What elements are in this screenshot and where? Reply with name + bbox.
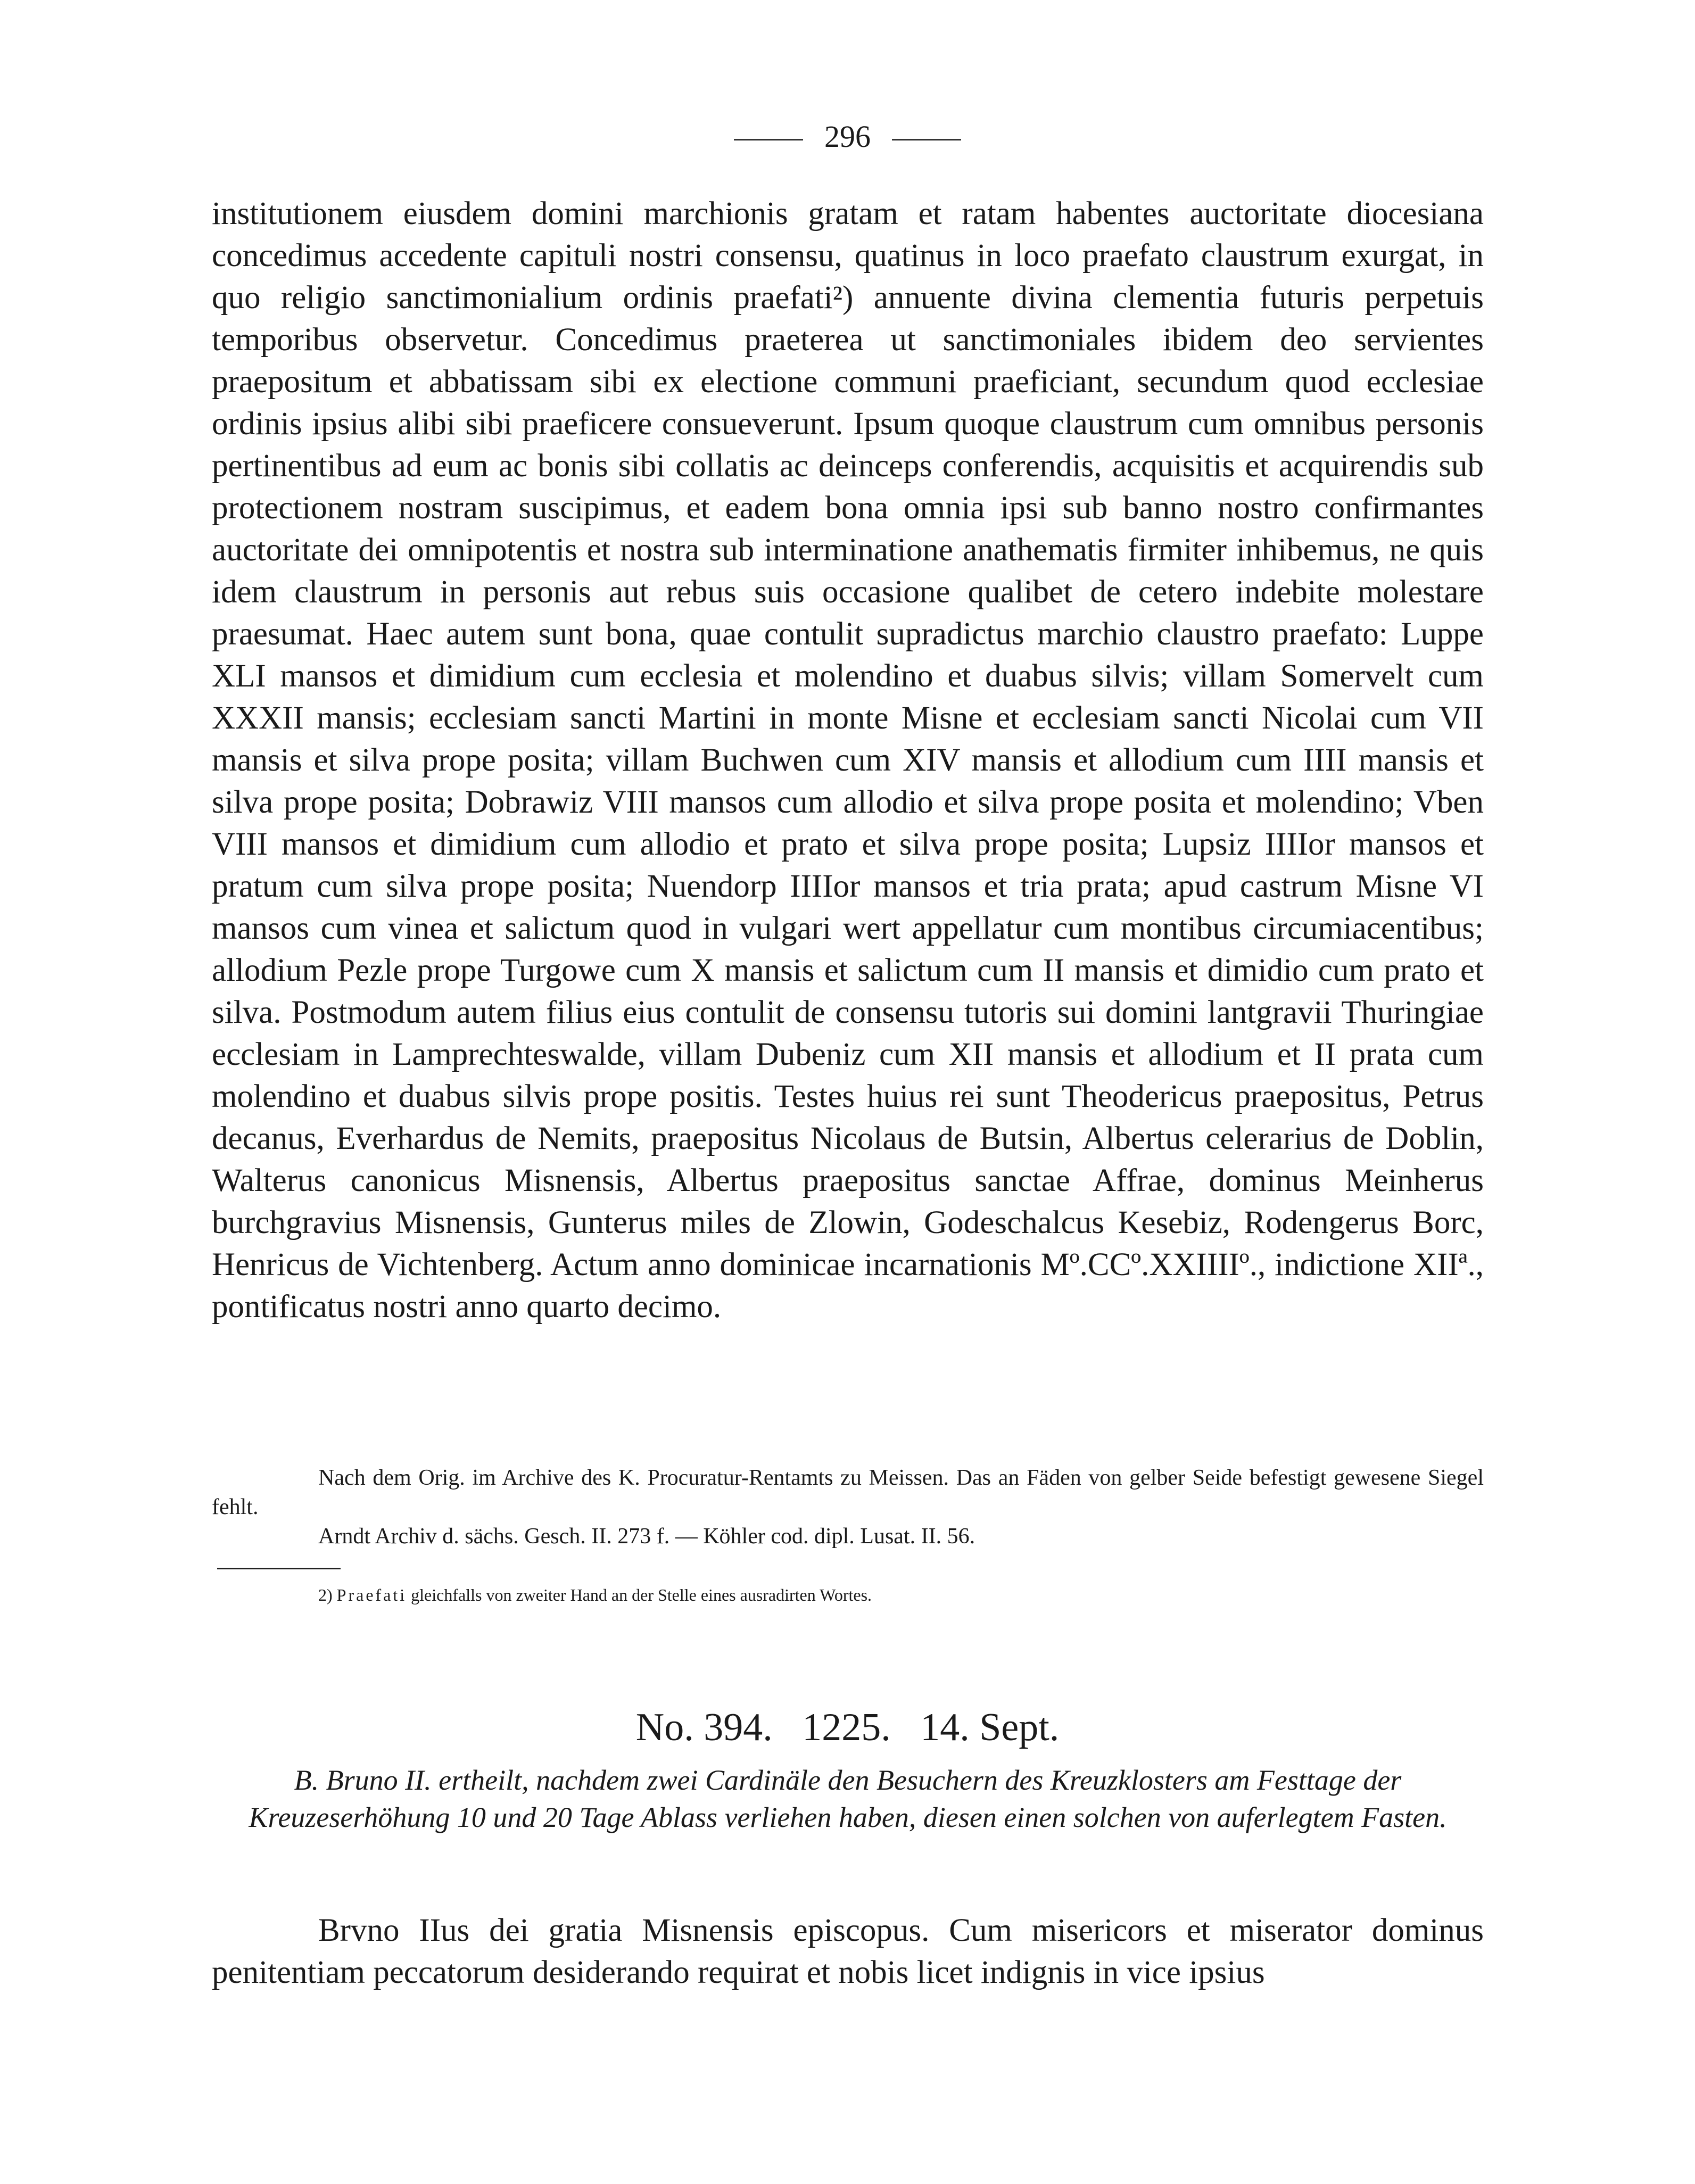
page-number-right-dash [892,139,961,140]
charter-paragraph: institutionem eiusdem domini marchionis gratam et ratam habentes auctoritate diocesiana concedimus accedente capituli nostri consensu, quatinus in loco praefato claustrum exurgat, in quo religio sanctimonialium ordinis praefati²) annuente divina clementia futuris perpetuis temporibus observetur. Concedimus praeterea ut sanctimoniales ibidem deo servientes praepositum et abbatissam sibi ex electione communi praeficiant, secundum quod ecclesiae ordinis ipsius alibi sibi praeficere consueverunt. Ipsum quoque claustrum cum omnibus personis pertinentibus ad eum ac bonis sibi collatis ac deinceps conferendis, acquisitis et acquirendis sub protectionem nostram suscipimus, et eadem bona omnia ipsi sub banno nostro confirmantes auctoritate dei omnipotentis et nostra sub interminatione anathematis firmiter inhibemus, ne quis idem claustrum in personis aut rebus suis occasione qualibet de cetero indebite molestare praesumat. Haec autem sunt bona, quae contulit supradictus marchio claustro praefato: Luppe XLI mansos et dimidium cum ecclesia et molendino et duabus silvis; villam Somervelt cum XXXII mansis; ecclesiam sancti Martini in monte Misne et ecclesiam sancti Nicolai cum VII mansis et silva prope posita; villam Buchwen cum XIV mansis et allodium cum IIII mansis et silva prope posita; Dobrawiz VIII mansos cum allodio et silva prope posita et molendino; Vben VIII mansos et dimidium cum allodio et prato et silva prope posita; Lupsiz IIIIor mansos et pratum cum silva prope posita; Nuendorp IIIIor mansos et tria prata; apud castrum Misne VI mansos cum vinea et salictum quod in vulgari wert appellatur cum montibus circumiacentibus; allodium Pezle prope Turgowe cum X mansis et salictum cum II mansis et dimidio cum prato et silva. Postmodum autem filius eius contulit de consensu tutoris sui domini lantgravii Thuringiae ecclesiam in Lamprechteswalde, villam Dubeniz cum XII mansis et allodium et II prata cum molendino et duabus silvis prope positis. Testes huius rei sunt Theodericus praepositus, Petrus decanus, Everhardus de Nemits, praepositus Nicolaus de Butsin, Albertus celerarius de Doblin, Walterus canonicus Misnensis, Albertus praepositus sanctae Affrae, dominus Meinherus burchgravius Misnensis, Gunterus miles de Zlowin, Godeschalcus Kesebiz, Rodengerus Borc, Henricus de Vichtenberg. Actum anno dominicae incarnationis Mº.CCº.XXIIIIº., indictione XIIª., pontificatus nostri anno quarto decimo. [212,196,1484,1325]
source-note-archive: Nach dem Orig. im Archive des K. Procuratur-Rentamts zu Meissen. Das an Fäden von gelber Seide befestigt gewesene Siegel fehlt. [212,1466,1484,1519]
source-notes [212,1463,1484,1551]
document-summary: B. Bruno II. ertheilt, nachdem zwei Cardinäle den Besuchern des Kreuzklosters am Festtage der Kreuzeserhöhung 10 und 20 Tage Ablass verliehen haben, diesen einen solchen von auferlegtem Fasten. [249,1764,1447,1833]
page-number-text: 296 [824,119,871,154]
document-start [212,1909,1484,1993]
footnote-text: gleichfalls von zweiter Hand an der Stelle eines ausradirten Wortes. [411,1585,872,1604]
footnote-divider [217,1568,341,1569]
page-number-left-dash [734,139,803,140]
source-note-editions: Arndt Archiv d. sächs. Gesch. II. 273 f. — Köhler cod. dipl. Lusat. II. 56. [318,1524,975,1549]
page-number [0,118,1695,155]
document-heading: No. 394. 1225. 14. Sept. [635,1706,1060,1749]
footnote [318,1583,1489,1607]
footnote-marker: 2) [318,1585,333,1604]
footnote-keyword: Praefati [336,1585,407,1604]
document-opening-paragraph: Brvno IIus dei gratia Misnensis episcopus. Cum misericors et miserator dominus penitentiam peccatorum desiderando requirat et nobis licet indignis in vice ipsius [212,1913,1484,1990]
charter-text [212,193,1484,1328]
